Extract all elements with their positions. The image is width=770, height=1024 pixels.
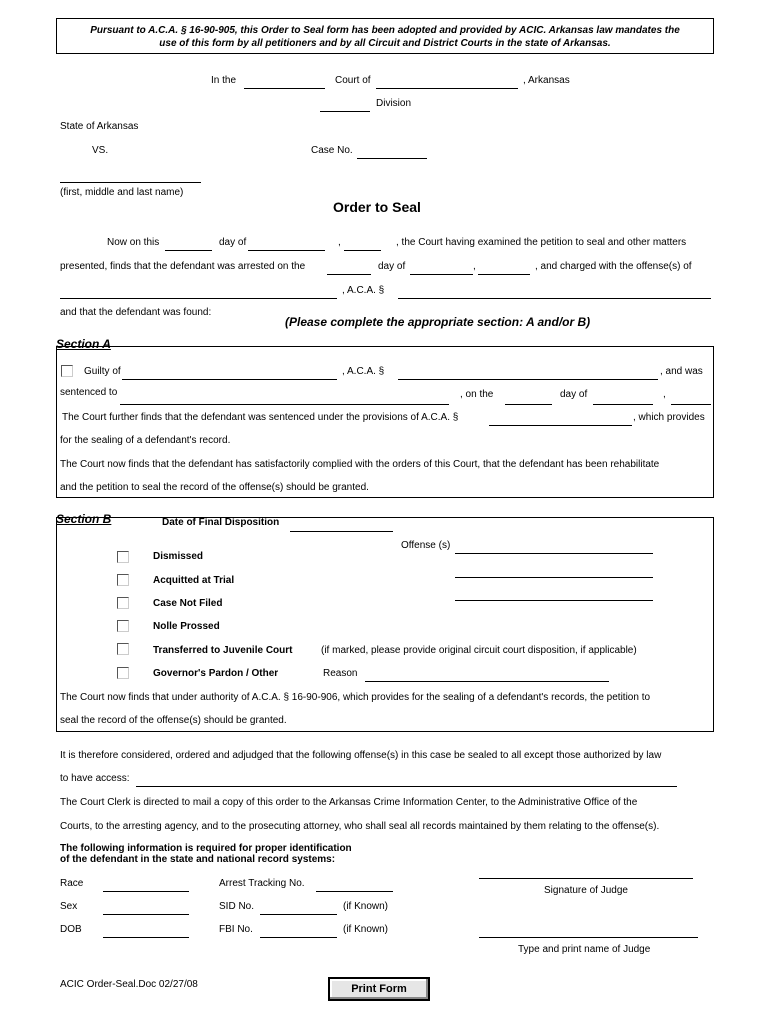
arrest-tracking-label: Arrest Tracking No.: [219, 878, 305, 889]
juvenile-checkbox[interactable]: [117, 643, 129, 655]
juvenile-note: (if marked, please provide original circuit court disposition, if applicable): [321, 645, 637, 656]
judge-signature-field[interactable]: [479, 878, 693, 879]
and-was-label: , and was: [660, 366, 703, 377]
for-sealing-text: for the sealing of a defendant's record.: [60, 435, 231, 446]
sid-label: SID No.: [219, 901, 255, 912]
date-final-field[interactable]: [290, 531, 393, 532]
charged-aca-field[interactable]: [398, 298, 711, 299]
guilty-offense-field[interactable]: [122, 379, 337, 380]
found-text: and that the defendant was found:: [60, 307, 212, 318]
presented-text: presented, finds that the defendant was arrested on the: [60, 261, 306, 272]
sid-field[interactable]: [260, 914, 337, 915]
comma-3: ,: [663, 389, 666, 400]
courts-text: Courts, to the arresting agency, and to the prosecuting attorney, who shall seal all records maintained by them relating to the offense(s).: [60, 821, 660, 832]
clerk-text: The Court Clerk is directed to mail a copy of this order to the Arkansas Crime Information Center, to the Administrative Office of the: [60, 797, 638, 808]
offense-field-1[interactable]: [455, 553, 653, 554]
considered-text: It is therefore considered, ordered and adjudged that the following offense(s) in this case be sealed to all except those authorized by law: [60, 750, 662, 761]
fbi-label: FBI No.: [219, 924, 253, 935]
complied-text: The Court now finds that the defendant has satisfactorily complied with the orders of this Court, that the defendant has been rehabilitate: [60, 459, 660, 470]
case-no-field[interactable]: [357, 158, 427, 159]
arrest-day-field-1[interactable]: [165, 250, 212, 251]
print-name-label: Type and print name of Judge: [518, 944, 651, 955]
race-label: Race: [60, 878, 84, 889]
guilty-aca-field[interactable]: [398, 379, 658, 380]
which-provides-text: , which provides: [633, 412, 705, 423]
on-the-label: , on the: [460, 389, 494, 400]
print-form-button[interactable]: Print Form: [328, 977, 430, 1001]
required-text-2: of the defendant in the state and national record systems:: [60, 854, 336, 865]
pardon-label: Governor's Pardon / Other: [153, 668, 279, 679]
offense-field-2[interactable]: [455, 577, 653, 578]
defendant-name-field[interactable]: [60, 182, 201, 183]
access-label: to have access:: [60, 773, 130, 784]
sentenced-to-label: sentenced to: [60, 387, 118, 398]
section-b-label: Section B: [56, 512, 112, 526]
sentence-field[interactable]: [120, 404, 449, 405]
reason-field[interactable]: [365, 681, 609, 682]
notice-line-1: Pursuant to A.C.A. § 16-90-905, this Order to Seal form has been adopted and provided by ACIC. Arkansas law mandates the: [90, 25, 680, 36]
doc-id: ACIC Order-Seal.Doc 02/27/08: [60, 979, 198, 990]
now-on-this-label: Now on this: [107, 237, 160, 248]
authority-text: The Court now finds that under authority of A.C.A. § 16-90-906, which provides for the sealing of a defendant's records, the petition to: [60, 692, 651, 703]
guilty-checkbox[interactable]: [61, 365, 73, 377]
county-field[interactable]: [376, 88, 518, 89]
fbi-field[interactable]: [260, 937, 337, 938]
aca-label-2: , A.C.A. §: [342, 366, 385, 377]
fbi-if-known: (if Known): [343, 924, 389, 935]
dob-field[interactable]: [103, 937, 189, 938]
arrest-year-field[interactable]: [478, 274, 530, 275]
court-type-field[interactable]: [244, 88, 325, 89]
state-label: State of Arkansas: [60, 121, 139, 132]
name-hint: (first, middle and last name): [60, 187, 184, 198]
acquitted-checkbox[interactable]: [117, 574, 129, 586]
juvenile-label: Transferred to Juvenile Court: [153, 645, 293, 656]
section-a-granted-text: and the petition to seal the record of the offense(s) should be granted.: [60, 482, 369, 493]
race-field[interactable]: [103, 891, 189, 892]
pardon-checkbox[interactable]: [117, 667, 129, 679]
dismissed-label: Dismissed: [153, 551, 204, 562]
offense-field-3[interactable]: [455, 600, 653, 601]
acquitted-label: Acquitted at Trial: [153, 575, 235, 586]
dismissed-checkbox[interactable]: [117, 551, 129, 563]
sentence-day-field[interactable]: [505, 404, 552, 405]
day-of-label-3: day of: [560, 389, 588, 400]
case-no-label: Case No.: [311, 145, 353, 156]
comma-2: ,: [473, 261, 476, 272]
division-field[interactable]: [320, 111, 370, 112]
aca-label-1: , A.C.A. §: [342, 285, 385, 296]
day-of-label-1: day of: [219, 237, 247, 248]
notice-line-2: use of this form by all petitioners and by all Circuit and District Courts in the state of Arkansas.: [159, 38, 611, 49]
dob-label: DOB: [60, 924, 82, 935]
charged-text: , and charged with the offense(s) of: [535, 261, 692, 272]
arrest-month-field[interactable]: [410, 274, 473, 275]
provisions-aca-field[interactable]: [489, 425, 632, 426]
not-filed-checkbox[interactable]: [117, 597, 129, 609]
year-field-1[interactable]: [344, 250, 381, 251]
charged-offense-field[interactable]: [60, 298, 337, 299]
month-field-1[interactable]: [248, 250, 325, 251]
comma-1: ,: [338, 237, 341, 248]
nolle-prossed-label: Nolle Prossed: [153, 621, 220, 632]
signature-label: Signature of Judge: [544, 885, 628, 896]
further-finds-text: The Court further finds that the defendant was sentenced under the provisions of A.C.A. §: [62, 412, 459, 423]
reason-label: Reason: [323, 668, 358, 679]
sid-if-known: (if Known): [343, 901, 389, 912]
arrest-tracking-field[interactable]: [316, 891, 393, 892]
judge-name-field[interactable]: [479, 937, 698, 938]
required-text-1: The following information is required for proper identification: [60, 843, 352, 854]
sealed-offenses-field[interactable]: [136, 786, 677, 787]
sentence-year-field[interactable]: [671, 404, 711, 405]
arkansas-label: , Arkansas: [523, 75, 570, 86]
sex-field[interactable]: [103, 914, 189, 915]
division-label: Division: [376, 98, 412, 109]
guilty-of-label: Guilty of: [84, 366, 121, 377]
vs-label: VS.: [92, 145, 109, 156]
in-the-label: In the: [211, 75, 237, 86]
page-title: Order to Seal: [333, 199, 421, 215]
section-a-label: Section A: [56, 337, 111, 351]
arrest-day-field[interactable]: [327, 274, 371, 275]
day-of-label-2: day of: [378, 261, 406, 272]
nolle-prossed-checkbox[interactable]: [117, 620, 129, 632]
section-b-granted-text: seal the record of the offense(s) should be granted.: [60, 715, 287, 726]
offense-label: Offense (s): [401, 540, 451, 551]
sentence-month-field[interactable]: [593, 404, 653, 405]
not-filed-label: Case Not Filed: [153, 598, 223, 609]
instruction-text: (Please complete the appropriate section: A and/or B): [285, 315, 591, 329]
sex-label: Sex: [60, 901, 78, 912]
statutory-notice: [56, 18, 714, 54]
court-of-label: Court of: [335, 75, 371, 86]
date-final-label: Date of Final Disposition: [162, 517, 280, 528]
court-examined-text: , the Court having examined the petition to seal and other matters: [396, 237, 687, 248]
